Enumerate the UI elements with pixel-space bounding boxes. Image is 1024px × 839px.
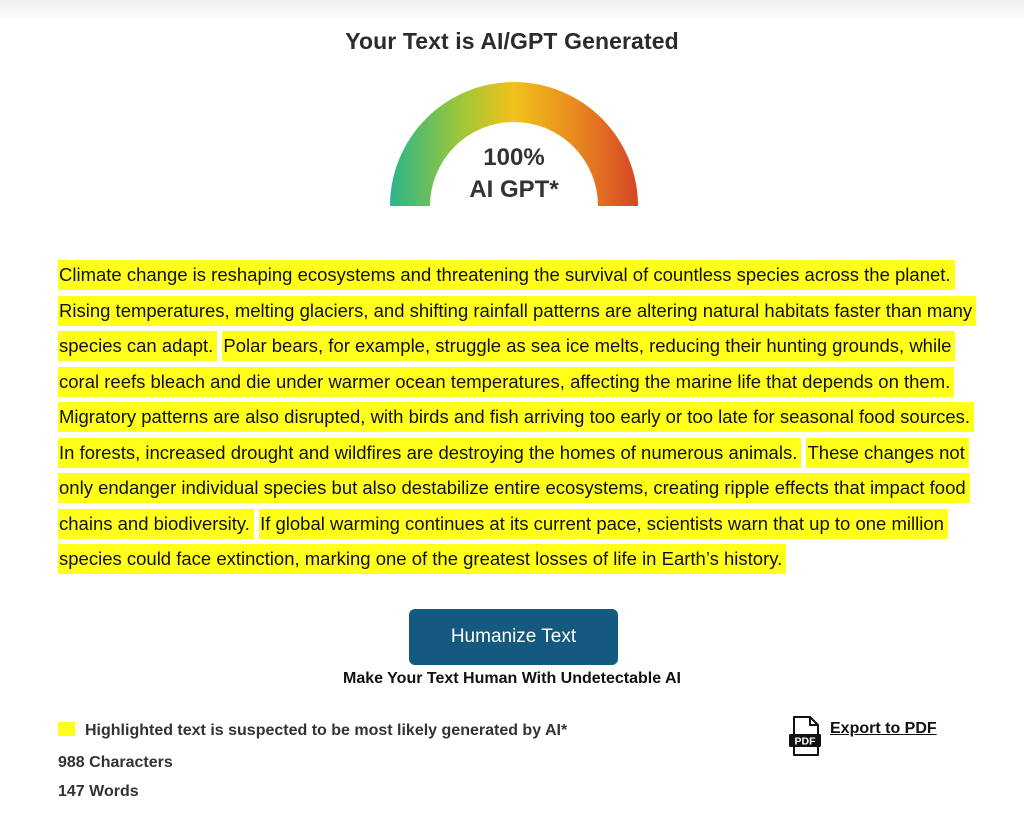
highlighted-sentence: Polar bears, for example, struggle as sea ice melts, reducing their hunting grounds, while coral reefs bleach and die under warmer ocean temperatures, affecting the marine life that depends on them. — [58, 331, 955, 397]
highlighted-sentence: Migratory patterns are also disrupted, with birds and fish arriving too early or too late for seasonal food sources. — [58, 402, 974, 432]
svg-text:PDF: PDF — [794, 735, 816, 748]
export-to-pdf[interactable] — [788, 716, 937, 756]
highlighted-sentence: Rising temperatures, melting glaciers, and shifting rainfall patterns are altering natural habitats faster than many species can adapt. — [58, 296, 976, 362]
highlighted-sentence: These changes not only endanger individual species but also destabilize entire ecosystems, creating ripple effects that impact food chains and biodiversity. — [58, 438, 970, 539]
gauge-percent: 100% — [483, 144, 545, 171]
highlighted-sentence: If global warming continues at its current pace, scientists warn that up to one million species could face extinction, marking one of the greatest losses of life in Earth’s history. — [58, 509, 948, 575]
pdf-icon — [788, 716, 822, 756]
gauge-label: AI GPT* — [469, 176, 559, 203]
word-count: 147 Words — [58, 783, 139, 800]
highlight-swatch — [58, 722, 75, 736]
page-title: Your Text is AI/GPT Generated — [345, 28, 679, 54]
humanize-subtitle: Make Your Text Human With Undetectable AI — [343, 670, 681, 687]
export-to-pdf-link[interactable]: Export to PDF — [830, 720, 937, 737]
humanize-text-button[interactable]: Humanize Text — [409, 609, 618, 665]
top-shade — [0, 0, 1024, 20]
analyzed-text — [58, 257, 978, 577]
highlight-legend — [58, 722, 567, 740]
legend-text: Highlighted text is suspected to be most likely generated by AI* — [85, 722, 568, 739]
highlighted-sentence: In forests, increased drought and wildfires are destroying the homes of numerous animals. — [58, 438, 801, 468]
highlighted-sentence: Climate change is reshaping ecosystems and threatening the survival of countless species across the planet. — [58, 260, 955, 290]
character-count: 988 Characters — [58, 754, 173, 771]
